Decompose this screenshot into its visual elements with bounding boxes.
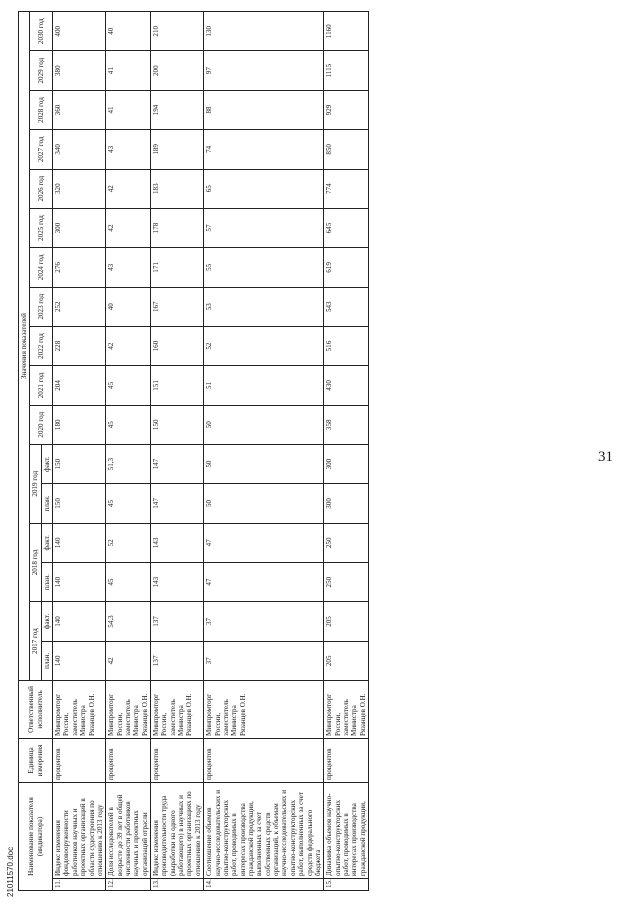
value-cell: 252 <box>53 287 106 326</box>
indicators-table <box>18 11 369 891</box>
value-cell: 400 <box>53 12 106 51</box>
value-cell: 74 <box>204 130 324 169</box>
value-cell: 194 <box>151 90 204 129</box>
value-cell: 380 <box>53 51 106 90</box>
value-cell: 645 <box>324 208 369 247</box>
table-row <box>106 12 151 891</box>
value-cell: 151 <box>151 366 204 405</box>
header-plan: план. <box>41 641 52 680</box>
header-year: 2023 год <box>30 287 53 326</box>
value-cell: 137 <box>151 602 204 641</box>
value-cell: 140 <box>53 523 106 562</box>
value-cell: 47 <box>204 523 324 562</box>
header-year: 2022 год <box>30 326 53 365</box>
value-cell: 50 <box>204 484 324 523</box>
value-cell: 50 <box>204 444 324 483</box>
value-cell: 140 <box>53 602 106 641</box>
value-cell: 43 <box>106 248 151 287</box>
value-cell: 42 <box>106 641 151 680</box>
unit-cell: процентов <box>53 738 106 782</box>
header-name: Наименование показателя (индикатора) <box>19 782 53 890</box>
value-cell: 43 <box>106 130 151 169</box>
value-cell: 543 <box>324 287 369 326</box>
value-cell: 52 <box>204 326 324 365</box>
value-cell: 774 <box>324 169 369 208</box>
value-cell: 150 <box>151 405 204 444</box>
value-cell: 52 <box>106 523 151 562</box>
value-cell: 250 <box>324 523 369 562</box>
header-year: 2027 год <box>30 130 53 169</box>
value-cell: 51 <box>204 366 324 405</box>
indicator-name: Индекс изменения фондовооруженности работников научных и проектных организаций в области судостроения по отношению к 2013 году <box>53 782 106 878</box>
value-cell: 516 <box>324 326 369 365</box>
header-year: 2021 год <box>30 366 53 405</box>
value-cell: 360 <box>53 90 106 129</box>
value-cell: 50 <box>204 405 324 444</box>
header-year: 2029 год <box>30 51 53 90</box>
value-cell: 53 <box>204 287 324 326</box>
value-cell: 619 <box>324 248 369 287</box>
responsible-cell: Минпромторг России, заместитель Министра Рязанцев О.Н. <box>53 680 106 738</box>
table-body <box>53 12 369 891</box>
value-cell: 45 <box>106 484 151 523</box>
header-responsible: Ответственный исполнитель <box>19 680 53 738</box>
header-year-2017: 2017 год <box>30 602 41 681</box>
value-cell: 1115 <box>324 51 369 90</box>
value-cell: 160 <box>151 326 204 365</box>
indicator-name: Динамика объемов научно-опытно-конструкторских работ, проводимых в интересах производства гражданской продукции, <box>324 782 369 878</box>
responsible-cell: Минпромторг России, заместитель Министра Рязанцев О.Н. <box>106 680 151 738</box>
value-cell: 300 <box>324 444 369 483</box>
unit-cell: процентов <box>106 738 151 782</box>
value-cell: 47 <box>204 562 324 601</box>
value-cell: 42 <box>106 169 151 208</box>
value-cell: 300 <box>53 208 106 247</box>
header-year-2019: 2019 год <box>30 444 41 523</box>
value-cell: 205 <box>324 641 369 680</box>
unit-cell: процентов <box>324 738 369 782</box>
value-cell: 147 <box>151 444 204 483</box>
unit-cell: процентов <box>151 738 204 782</box>
value-cell: 37 <box>204 602 324 641</box>
value-cell: 42 <box>106 326 151 365</box>
page-number: 31 <box>598 449 613 465</box>
row-number: 12. <box>106 879 151 891</box>
responsible-cell: Минпромторг России, заместитель Министра Рязанцев О.Н. <box>151 680 204 738</box>
value-cell: 97 <box>204 51 324 90</box>
value-cell: 183 <box>151 169 204 208</box>
header-year: 2030 год <box>30 12 53 51</box>
header-unit: Единица измерения <box>19 738 53 782</box>
value-cell: 65 <box>204 169 324 208</box>
indicator-name: Индекс изменения производительности труда (выработки на одного работающего) в научных и проектных организациях по отношению к 2013 году <box>151 782 204 878</box>
header-year: 2026 год <box>30 169 53 208</box>
value-cell: 137 <box>151 641 204 680</box>
value-cell: 37 <box>204 641 324 680</box>
value-cell: 204 <box>53 366 106 405</box>
header-fact: факт. <box>41 602 52 641</box>
value-cell: 150 <box>53 484 106 523</box>
value-cell: 276 <box>53 248 106 287</box>
table-row <box>151 12 204 891</box>
row-number: 15. <box>324 879 369 891</box>
value-cell: 340 <box>53 130 106 169</box>
value-cell: 320 <box>53 169 106 208</box>
value-cell: 180 <box>53 405 106 444</box>
row-number: 13. <box>151 879 204 891</box>
value-cell: 430 <box>324 366 369 405</box>
table-row <box>204 12 324 891</box>
value-cell: 210 <box>151 12 204 51</box>
row-number: 11. <box>53 879 106 891</box>
value-cell: 51,3 <box>106 444 151 483</box>
value-cell: 41 <box>106 90 151 129</box>
value-cell: 228 <box>53 326 106 365</box>
value-cell: 167 <box>151 287 204 326</box>
value-cell: 54,3 <box>106 602 151 641</box>
value-cell: 40 <box>106 287 151 326</box>
value-cell: 205 <box>324 602 369 641</box>
value-cell: 88 <box>204 90 324 129</box>
value-cell: 147 <box>151 484 204 523</box>
header-values: Значения показателей <box>19 12 30 681</box>
value-cell: 55 <box>204 248 324 287</box>
value-cell: 300 <box>324 484 369 523</box>
value-cell: 850 <box>324 130 369 169</box>
value-cell: 929 <box>324 90 369 129</box>
value-cell: 45 <box>106 366 151 405</box>
header-row-1 <box>19 12 30 891</box>
responsible-cell: Минпромторг России, заместитель Министра Рязанцев О.Н. <box>204 680 324 738</box>
header-plan: план. <box>41 484 52 523</box>
header-year: 2020 год <box>30 405 53 444</box>
header-year: 2025 год <box>30 208 53 247</box>
value-cell: 171 <box>151 248 204 287</box>
header-fact: факт. <box>41 444 52 483</box>
value-cell: 358 <box>324 405 369 444</box>
footer-filename: 21011570.doc <box>6 846 15 897</box>
value-cell: 143 <box>151 523 204 562</box>
indicator-name: Соотношение объемов научно-исследовательских и опытно-конструкторских работ, проводимых в интересах производства гражданской продукции, выполненных за счет собственных средств организаций, к объемам научно-исследовательских и опытно-конструкторских работ, выполненных за счет средств федерального бюджета <box>204 782 324 878</box>
header-year: 2024 год <box>30 248 53 287</box>
header-plan: план. <box>41 562 52 601</box>
header-year: 2028 год <box>30 90 53 129</box>
unit-cell: процентов <box>204 738 324 782</box>
indicator-name: Доля исследователей в возрасте до 39 лет в общей численности работников научных и проектных организаций отрасли <box>106 782 151 878</box>
value-cell: 40 <box>106 12 151 51</box>
value-cell: 41 <box>106 51 151 90</box>
value-cell: 140 <box>53 562 106 601</box>
header-year-2018: 2018 год <box>30 523 41 602</box>
value-cell: 250 <box>324 562 369 601</box>
value-cell: 189 <box>151 130 204 169</box>
row-number: 14. <box>204 879 324 891</box>
value-cell: 150 <box>53 444 106 483</box>
table-row <box>53 12 106 891</box>
value-cell: 45 <box>106 562 151 601</box>
value-cell: 200 <box>151 51 204 90</box>
header-fact: факт. <box>41 523 52 562</box>
table-row <box>324 12 369 891</box>
value-cell: 140 <box>53 641 106 680</box>
value-cell: 57 <box>204 208 324 247</box>
value-cell: 45 <box>106 405 151 444</box>
value-cell: 42 <box>106 208 151 247</box>
value-cell: 143 <box>151 562 204 601</box>
responsible-cell: Минпромторг России, заместитель Министра Рязанцев О.Н. <box>324 680 369 738</box>
value-cell: 130 <box>204 12 324 51</box>
value-cell: 1160 <box>324 12 369 51</box>
value-cell: 178 <box>151 208 204 247</box>
